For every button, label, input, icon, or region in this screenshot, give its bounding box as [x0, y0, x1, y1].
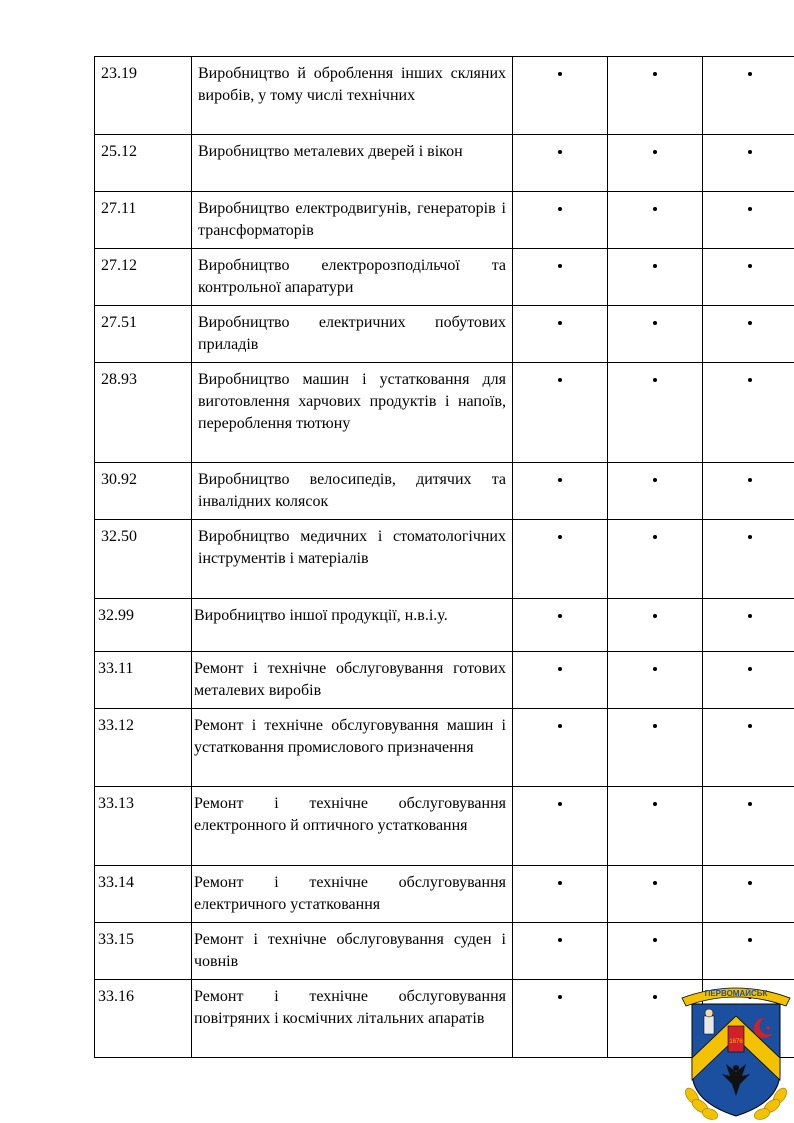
bullet-mark-cell	[703, 520, 794, 599]
bullet-dot-icon	[558, 724, 562, 728]
bullet-mark-cell	[608, 599, 703, 652]
bullet-mark-cell	[513, 709, 608, 787]
bullet-dot-icon	[748, 321, 752, 325]
bullet-dot-icon	[558, 72, 562, 76]
activity-name: Виробництво й оброблення інших скляних виробів, у тому числі технічних	[192, 57, 513, 135]
bullet-mark-cell	[608, 363, 703, 463]
bullet-mark-cell	[703, 709, 794, 787]
bullet-mark-cell	[513, 923, 608, 980]
bullet-mark-cell	[513, 135, 608, 192]
bullet-dot-icon	[653, 667, 657, 671]
bullet-dot-icon	[653, 478, 657, 482]
bullet-dot-icon	[558, 881, 562, 885]
activity-code: 28.93	[95, 363, 192, 463]
table-row	[95, 57, 794, 135]
bullet-dot-icon	[653, 802, 657, 806]
activity-code: 27.12	[95, 249, 192, 306]
bullet-dot-icon	[748, 614, 752, 618]
bullet-mark-cell	[608, 520, 703, 599]
bullet-mark-cell	[608, 709, 703, 787]
table-row	[95, 599, 794, 652]
bullet-mark-cell	[608, 923, 703, 980]
bullet-mark-cell	[513, 980, 608, 1058]
table-row	[95, 463, 794, 520]
activity-name: Ремонт і технічне обслуговування суден і човнів	[192, 923, 513, 980]
bullet-dot-icon	[558, 614, 562, 618]
bullet-mark-cell	[703, 866, 794, 923]
bullet-mark-cell	[608, 192, 703, 249]
bullet-mark-cell	[513, 249, 608, 306]
bullet-mark-cell	[513, 520, 608, 599]
activity-code: 27.51	[95, 306, 192, 363]
bullet-dot-icon	[558, 321, 562, 325]
bullet-dot-icon	[558, 938, 562, 942]
bullet-mark-cell	[513, 463, 608, 520]
bullet-mark-cell	[703, 57, 794, 135]
activity-code: 30.92	[95, 463, 192, 520]
bullet-mark-cell	[513, 57, 608, 135]
bullet-dot-icon	[748, 667, 752, 671]
activity-code: 33.16	[95, 980, 192, 1058]
bullet-dot-icon	[558, 535, 562, 539]
bullet-dot-icon	[558, 802, 562, 806]
activity-name: Ремонт і технічне обслуговування повітряних і космічних літальних апаратів	[192, 980, 513, 1058]
bullet-mark-cell	[513, 192, 608, 249]
bullet-dot-icon	[748, 938, 752, 942]
bullet-mark-cell	[513, 599, 608, 652]
bullet-mark-cell	[703, 652, 794, 709]
bullet-mark-cell	[703, 249, 794, 306]
bullet-mark-cell	[513, 363, 608, 463]
bullet-dot-icon	[748, 207, 752, 211]
activity-name: Виробництво велосипедів, дитячих та інвалідних колясок	[192, 463, 513, 520]
bullet-mark-cell	[703, 363, 794, 463]
bullet-dot-icon	[748, 802, 752, 806]
activity-code: 25.12	[95, 135, 192, 192]
activity-name: Виробництво медичних і стоматологічних інструментів і матеріалів	[192, 520, 513, 599]
table-row	[95, 192, 794, 249]
bullet-mark-cell	[703, 192, 794, 249]
bullet-mark-cell	[703, 787, 794, 866]
year-label: 1676	[729, 1039, 743, 1045]
activity-name: Ремонт і технічне обслуговування готових металевих виробів	[192, 652, 513, 709]
activity-name: Ремонт і технічне обслуговування електричного устатковання	[192, 866, 513, 923]
table-row	[95, 249, 794, 306]
activity-name: Виробництво машин і устатковання для виготовлення харчових продуктів і напоїв, перероблення тютюну	[192, 363, 513, 463]
bullet-dot-icon	[748, 535, 752, 539]
activity-name: Ремонт і технічне обслуговування машин і устатковання промислового призначення	[192, 709, 513, 787]
bullet-dot-icon	[653, 264, 657, 268]
bullet-dot-icon	[653, 881, 657, 885]
table-row	[95, 652, 794, 709]
table-row	[95, 709, 794, 787]
table-row	[95, 363, 794, 463]
bullet-mark-cell	[513, 866, 608, 923]
bullet-dot-icon	[653, 72, 657, 76]
activity-code: 32.50	[95, 520, 192, 599]
bullet-dot-icon	[653, 535, 657, 539]
bullet-dot-icon	[653, 724, 657, 728]
bullet-dot-icon	[558, 264, 562, 268]
activity-code: 33.13	[95, 787, 192, 866]
bullet-dot-icon	[748, 72, 752, 76]
bullet-mark-cell	[608, 463, 703, 520]
bullet-mark-cell	[703, 135, 794, 192]
bullet-dot-icon	[558, 667, 562, 671]
bullet-mark-cell	[608, 866, 703, 923]
bullet-dot-icon	[748, 724, 752, 728]
activity-code: 33.11	[95, 652, 192, 709]
bullet-mark-cell	[703, 599, 794, 652]
bullet-dot-icon	[558, 207, 562, 211]
bullet-mark-cell	[608, 135, 703, 192]
bullet-mark-cell	[513, 652, 608, 709]
table-row	[95, 866, 794, 923]
bullet-mark-cell	[608, 652, 703, 709]
bullet-dot-icon	[558, 478, 562, 482]
bullet-mark-cell	[608, 57, 703, 135]
bullet-mark-cell	[703, 923, 794, 980]
bullet-dot-icon	[653, 995, 657, 999]
table-row	[95, 520, 794, 599]
bullet-mark-cell	[608, 787, 703, 866]
activity-name: Виробництво електричних побутових приладів	[192, 306, 513, 363]
bullet-dot-icon	[748, 150, 752, 154]
activity-name: Виробництво іншої продукції, н.в.і.у.	[192, 599, 513, 652]
bullet-mark-cell	[608, 306, 703, 363]
bullet-mark-cell	[608, 249, 703, 306]
table-row	[95, 923, 794, 980]
bullet-dot-icon	[558, 378, 562, 382]
activity-codes-table	[94, 56, 794, 1058]
activity-code: 27.11	[95, 192, 192, 249]
bullet-dot-icon	[653, 207, 657, 211]
activity-name: Виробництво металевих дверей і вікон	[192, 135, 513, 192]
banner-text: ПЕРВОМАЙСЬК	[704, 989, 768, 998]
city-coat-of-arms	[678, 976, 794, 1121]
activity-code: 32.99	[95, 599, 192, 652]
bullet-dot-icon	[748, 478, 752, 482]
bullet-mark-cell	[513, 787, 608, 866]
activity-name: Виробництво електророзподільчої та контрольної апаратури	[192, 249, 513, 306]
activity-code: 23.19	[95, 57, 192, 135]
bullet-dot-icon	[653, 614, 657, 618]
bullet-dot-icon	[558, 995, 562, 999]
bullet-dot-icon	[558, 150, 562, 154]
bullet-mark-cell	[513, 306, 608, 363]
activity-code: 33.14	[95, 866, 192, 923]
activity-name: Виробництво електродвигунів, генераторів і трансформаторів	[192, 192, 513, 249]
table-row	[95, 787, 794, 866]
bullet-dot-icon	[653, 938, 657, 942]
bullet-mark-cell	[703, 306, 794, 363]
bullet-mark-cell	[703, 463, 794, 520]
bullet-dot-icon	[653, 321, 657, 325]
bullet-dot-icon	[748, 378, 752, 382]
activity-name: Ремонт і технічне обслуговування електронного й оптичного устатковання	[192, 787, 513, 866]
bullet-dot-icon	[748, 264, 752, 268]
bullet-dot-icon	[653, 378, 657, 382]
table-row	[95, 135, 794, 192]
activity-code: 33.15	[95, 923, 192, 980]
bullet-dot-icon	[748, 881, 752, 885]
table-row	[95, 306, 794, 363]
activity-code: 33.12	[95, 709, 192, 787]
bullet-dot-icon	[653, 150, 657, 154]
